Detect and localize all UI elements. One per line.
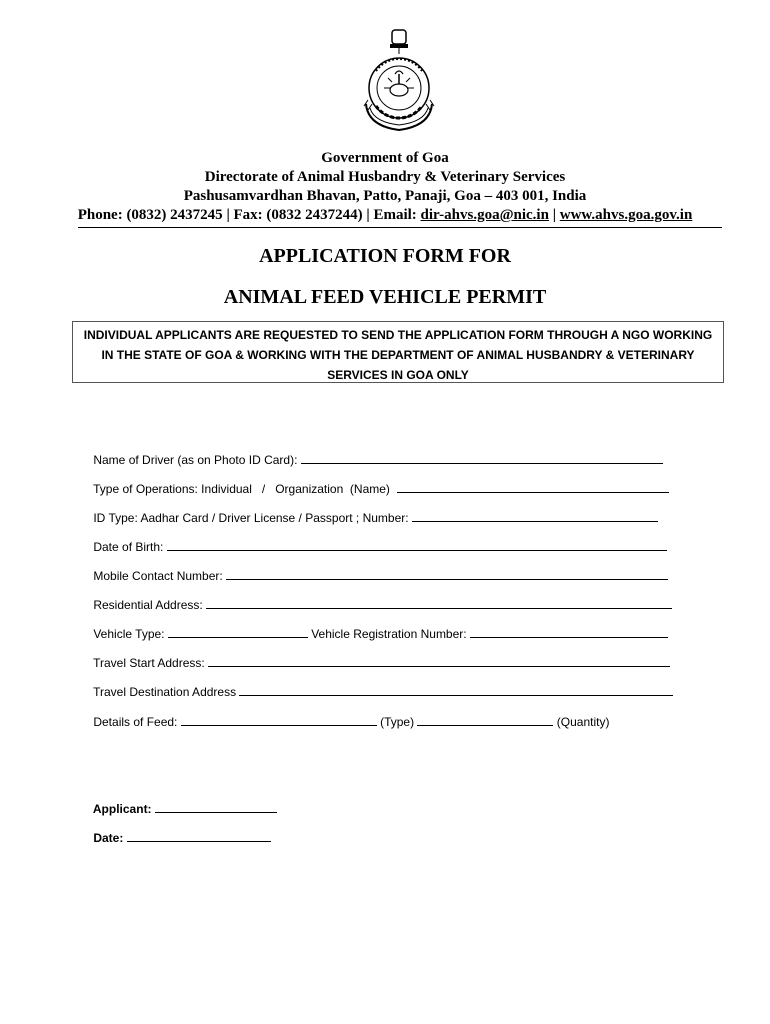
- feed-type-blank[interactable]: [181, 714, 377, 726]
- driver-name-label: Name of Driver (as on Photo ID Card):: [93, 453, 298, 467]
- id-type-label: ID Type: Aadhar Card / Driver License / Passport ; Number:: [93, 511, 409, 525]
- form-title-line1: APPLICATION FORM FOR: [259, 245, 511, 267]
- id-number-blank[interactable]: [412, 510, 658, 522]
- feed-label: Details of Feed:: [93, 715, 178, 729]
- mobile-label: Mobile Contact Number:: [93, 569, 223, 583]
- travel-dest-label: Travel Destination Address: [93, 685, 237, 699]
- feed-qty-blank[interactable]: [417, 714, 553, 726]
- date-blank[interactable]: [127, 830, 271, 842]
- header-fax: | Fax: (0832 2437244): [226, 207, 363, 223]
- travel-dest-blank[interactable]: [239, 684, 673, 696]
- travel-start-label: Travel Start Address:: [93, 656, 205, 670]
- header-email-label: | Email:: [366, 207, 417, 223]
- header-address: Pashusamvardhan Bhavan, Patto, Panaji, Goa – 403 001, India: [183, 188, 587, 204]
- header-separator: |: [552, 207, 557, 223]
- applicant-label: Applicant:: [92, 802, 152, 816]
- form-title-line2: ANIMAL FEED VEHICLE PERMIT: [223, 286, 547, 308]
- address-label: Residential Address:: [93, 598, 203, 612]
- feed-field: [80, 700, 609, 743]
- vehicle-reg-blank[interactable]: [470, 626, 668, 638]
- operations-label: Type of Operations: Individual / Organization (Name): [93, 482, 390, 496]
- email-link[interactable]: dir-ahvs.goa@nic.in: [420, 207, 549, 223]
- vehicle-reg-label: Vehicle Registration Number:: [311, 627, 467, 641]
- dob-blank[interactable]: [167, 539, 667, 551]
- header-contact: [0, 207, 770, 224]
- travel-start-blank[interactable]: [208, 655, 670, 667]
- feed-qty-label: (Quantity): [556, 715, 610, 729]
- mobile-blank[interactable]: [226, 568, 668, 580]
- date-field: [80, 816, 271, 859]
- header-government: Government of Goa: [321, 150, 449, 166]
- driver-name-blank[interactable]: [301, 452, 663, 464]
- state-emblem-icon: [354, 26, 444, 146]
- vehicle-type-label: Vehicle Type:: [93, 627, 165, 641]
- organization-name-blank[interactable]: [397, 481, 669, 493]
- dob-label: Date of Birth:: [93, 540, 164, 554]
- header-divider: [78, 227, 722, 228]
- address-blank[interactable]: [206, 597, 672, 609]
- notice-box: INDIVIDUAL APPLICANTS ARE REQUESTED TO SEND THE APPLICATION FORM THROUGH A NGO WORKING IN THE STATE OF GOA & WORKING WITH THE DEPARTMENT OF ANIMAL HUSBANDRY & VETERINARY SERVICES IN GOA ONLY: [72, 321, 724, 383]
- vehicle-type-blank[interactable]: [168, 626, 308, 638]
- date-label: Date:: [93, 831, 124, 845]
- website-link[interactable]: www.ahvs.goa.gov.in: [559, 207, 693, 223]
- header-phone: Phone: (0832) 2437245: [77, 207, 223, 223]
- header-directorate: Directorate of Animal Husbandry & Veterinary Services: [204, 169, 566, 185]
- feed-type-label: (Type): [380, 715, 415, 729]
- applicant-blank[interactable]: [155, 801, 277, 813]
